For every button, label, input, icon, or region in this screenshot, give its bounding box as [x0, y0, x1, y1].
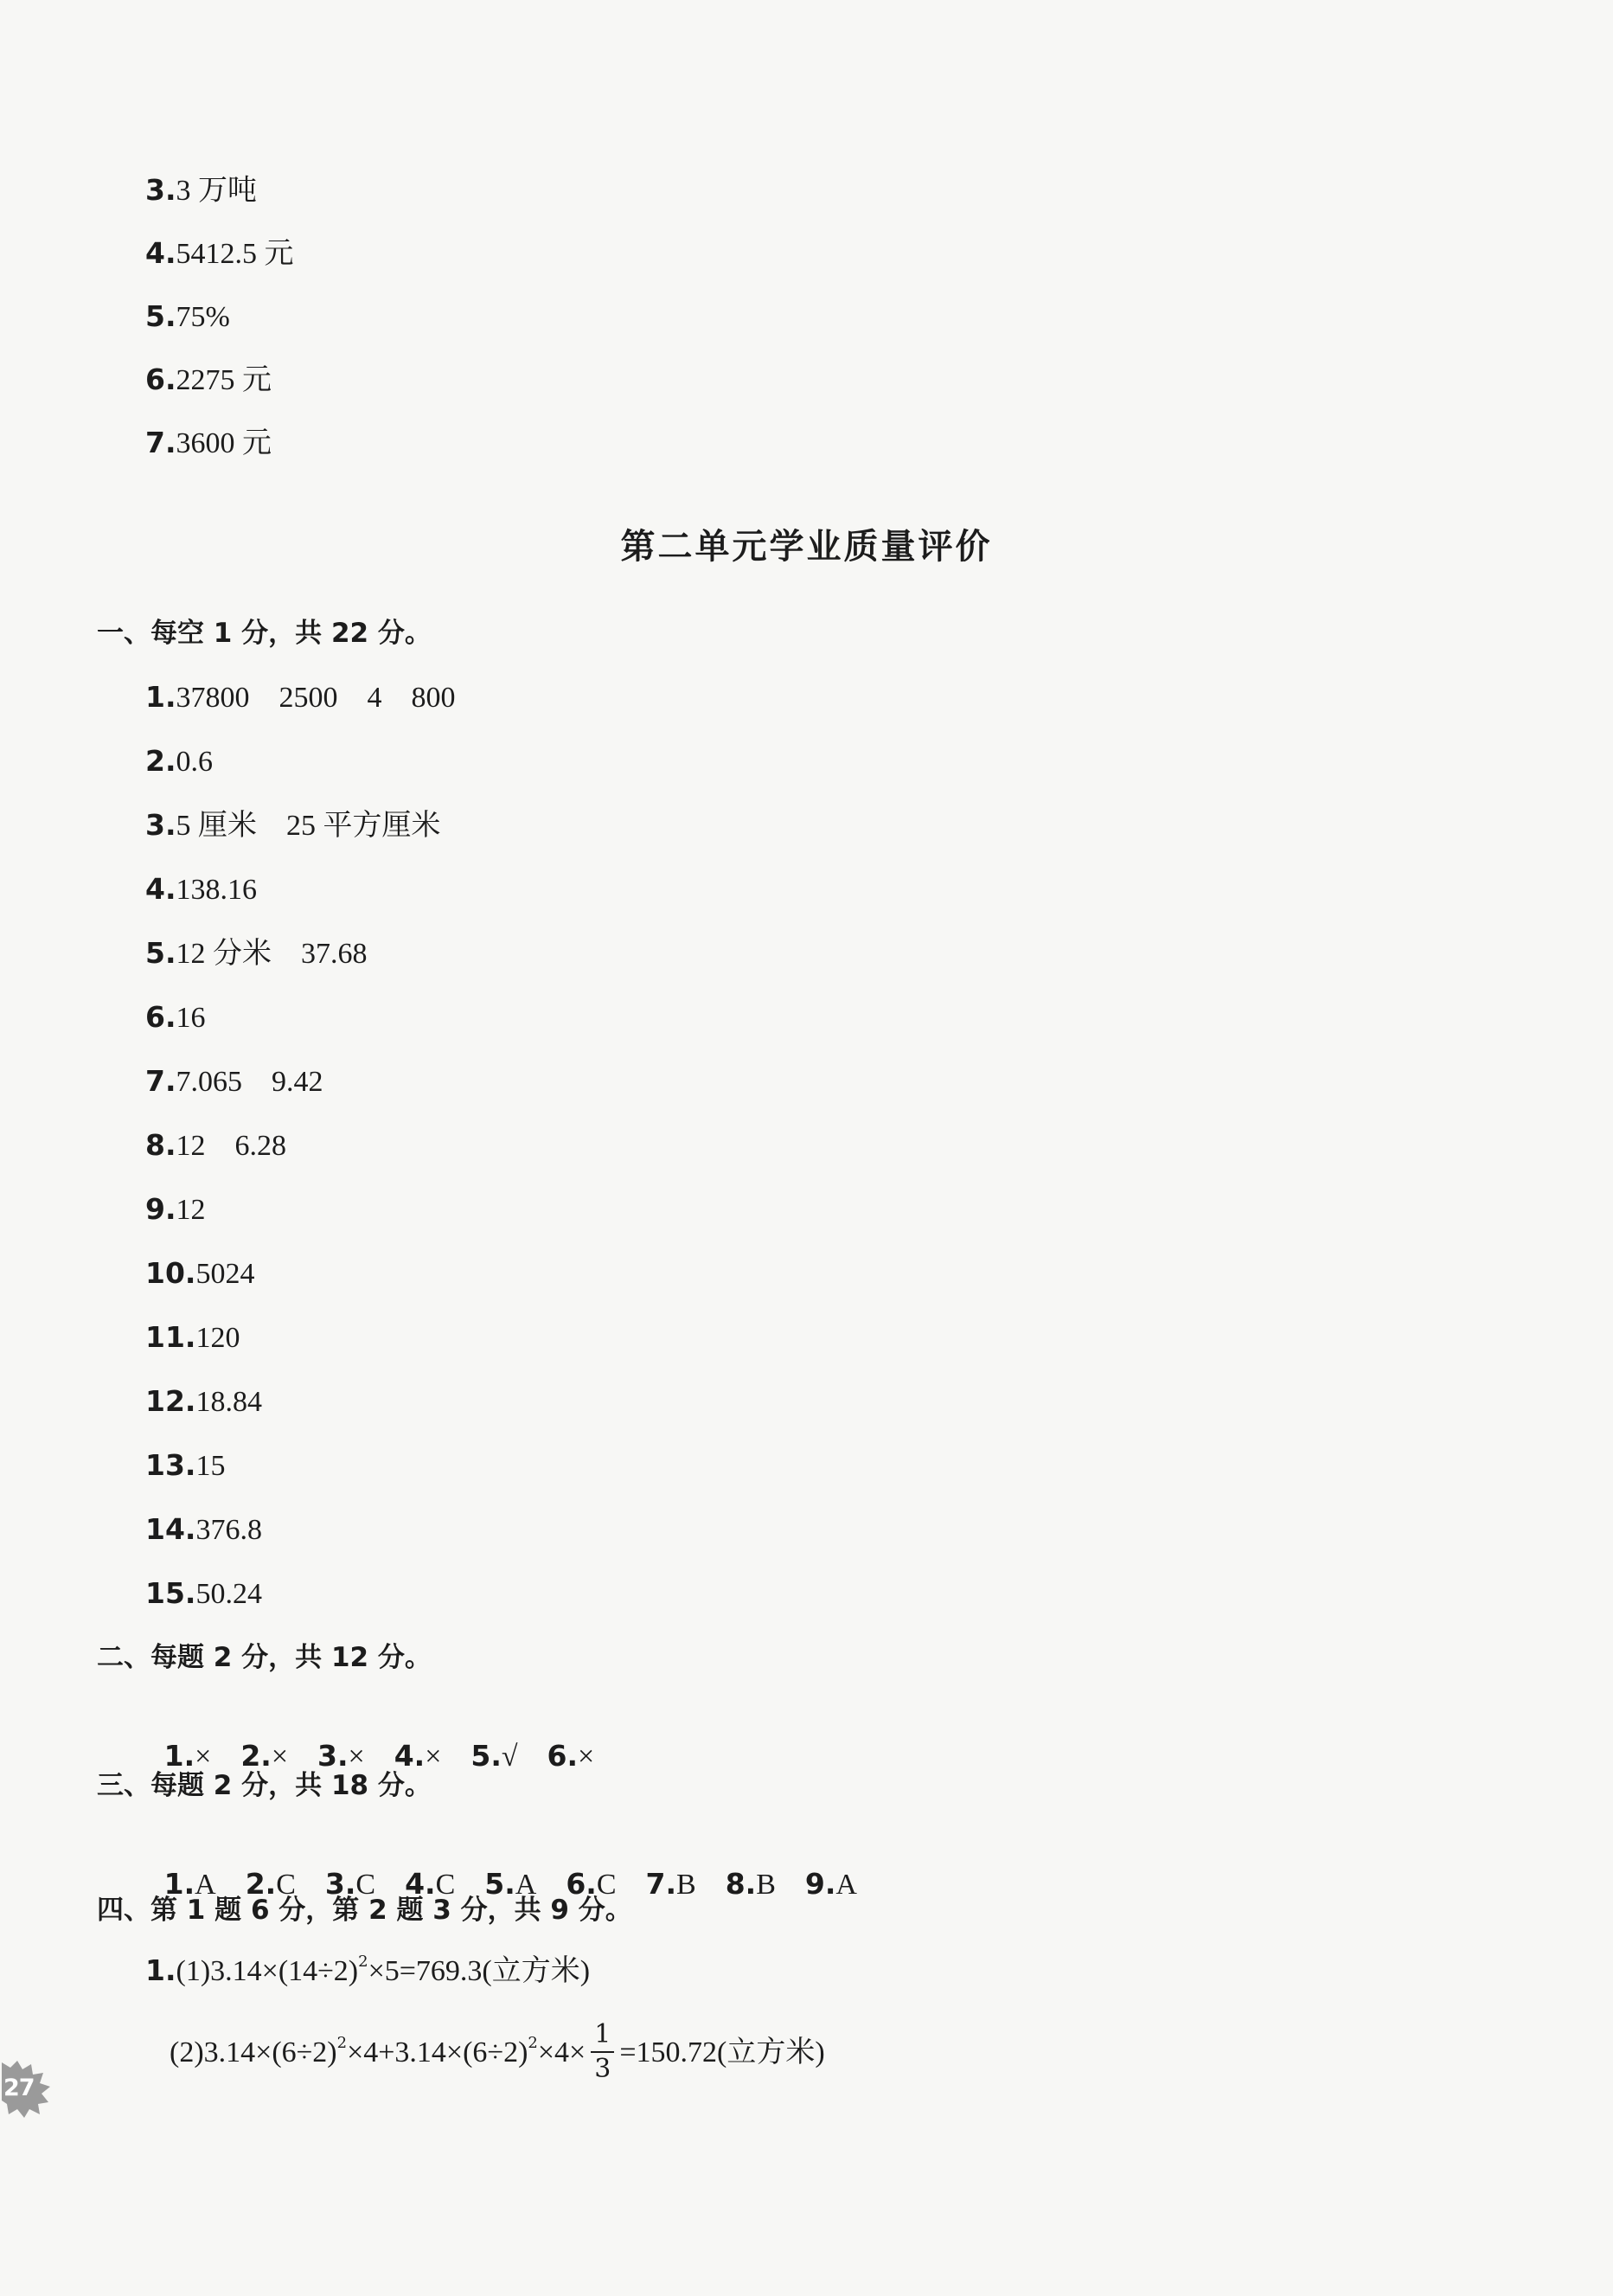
answer-line: 15.50.24: [145, 1576, 262, 1610]
equation-1: $1.(1)3.14\times(14\div 2)^2\times 5=769.3$(立方米): [145, 1953, 591, 1987]
section2-answers: [145, 1704, 624, 1774]
choice-item: 8.B: [725, 1867, 776, 1901]
choice-item: 6.C: [566, 1867, 617, 1901]
choice-item: 5.A: [484, 1867, 537, 1901]
answer-line: 1.37800 2500 4 800: [145, 680, 456, 714]
section-heading-4: 四、第 1 题 6 分，第 2 题 3 分，共 9 分。: [97, 1895, 632, 1926]
answer-line: 7.7.065 9.42: [145, 1064, 323, 1098]
answer-line: 6.2275 元: [145, 362, 272, 396]
judgement-item: 1.×: [163, 1739, 212, 1773]
unit-title: 第二单元学业质量评价: [620, 527, 993, 567]
answer-line: 14.376.8: [145, 1512, 262, 1546]
section-heading-2: 二、每题 2 分，共 12 分。: [97, 1642, 432, 1673]
judgement-item: 6.×: [547, 1739, 595, 1773]
answer-line: 2.0.6: [145, 744, 213, 778]
judgement-item: 3.×: [317, 1739, 365, 1773]
answer-line: 13.15: [145, 1448, 226, 1482]
answer-line: 3.3 万吨: [145, 173, 257, 207]
judgement-item: 5.√: [470, 1739, 518, 1773]
judgement-item: 2.×: [240, 1739, 288, 1773]
equation-2: $(2)3.14\times(6\div 2)^2\times 4+3.14\times(6\div 2)^2\times 4\times$ $\frac{1}{3}$ =150.72(立方米): [170, 2019, 825, 2084]
answer-line: 10.5024: [145, 1256, 255, 1290]
section-heading-1: 一、每空 1 分，共 22 分。: [97, 618, 432, 649]
choice-item: 4.C: [405, 1867, 456, 1901]
answer-line: 9.12: [145, 1192, 206, 1226]
answer-line: 6.16: [145, 1000, 206, 1034]
section-heading-3: 三、每题 2 分，共 18 分。: [97, 1770, 432, 1801]
choice-item: 7.B: [645, 1867, 696, 1901]
answer-line: 5.12 分米 37.68: [145, 936, 368, 970]
answer-line: 7.3600 元: [145, 426, 272, 459]
answer-line: 4.138.16: [145, 872, 257, 906]
answer-line: 4.5412.5 元: [145, 236, 294, 270]
answer-line: 3.5 厘米 25 平方厘米: [145, 808, 441, 842]
choice-item: 9.A: [804, 1867, 857, 1901]
fraction: $\frac{1}{3}$: [591, 2018, 614, 2086]
page-number: 27: [3, 2075, 35, 2101]
judgement-item: 4.×: [394, 1739, 442, 1773]
choice-item: 3.C: [324, 1867, 376, 1901]
choice-item: 2.C: [245, 1867, 296, 1901]
section3-answers: [145, 1832, 887, 1902]
answer-line: 12.18.84: [145, 1384, 262, 1418]
answer-line: 5.75%: [145, 299, 230, 333]
choice-item: 1.A: [163, 1867, 216, 1901]
answer-line: 8.12 6.28: [145, 1128, 286, 1162]
answer-line: 11.120: [145, 1320, 240, 1354]
